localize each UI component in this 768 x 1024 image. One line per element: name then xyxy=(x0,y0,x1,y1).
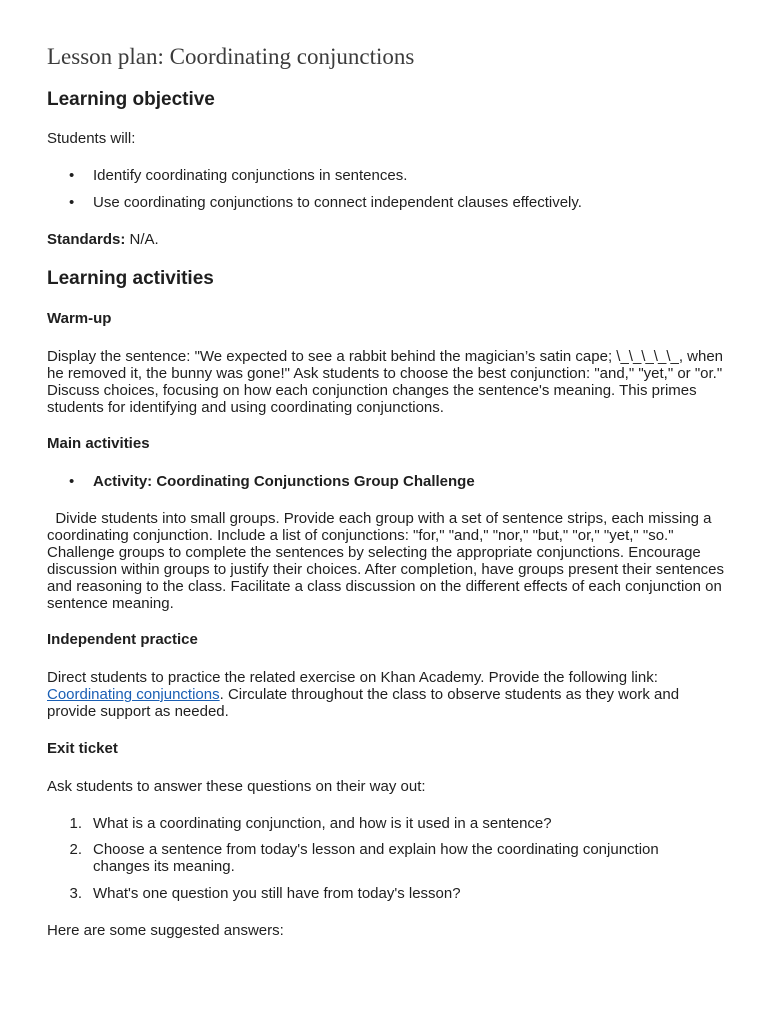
warmup-heading: Warm-up xyxy=(47,310,112,327)
independent-practice-text xyxy=(47,669,727,720)
learning-objective-heading: Learning objective xyxy=(47,89,215,110)
exit-question: What is a coordinating conjunction, and how is it used in a sentence? xyxy=(93,815,552,832)
exit-ticket-heading: Exit ticket xyxy=(47,740,118,757)
bullet-icon: • xyxy=(69,473,75,490)
standards-value: N/A. xyxy=(125,231,159,248)
standards-label: Standards: xyxy=(47,231,126,248)
bullet-icon: • xyxy=(69,194,75,211)
objective-item: Identify coordinating conjunctions in sentences. xyxy=(93,167,408,184)
coordinating-conjunctions-link[interactable]: Coordinating conjunctions xyxy=(47,686,220,703)
list-number: 3. xyxy=(69,885,82,902)
list-number: 2. xyxy=(69,841,82,858)
list-number: 1. xyxy=(69,815,82,832)
independent-practice-heading: Independent practice xyxy=(47,631,198,648)
main-activity-text: Divide students into small groups. Provide each group with a set of sentence strips, each missing a coordinating conjunction. Include a list of conjunctions: "for," "and," "nor," "but," "or," "yet," "so." Challenge groups to complete the sentences by selecting the appropriate conjunctions. Encourage discussion within groups to justify their choices. After completion, have groups present their sentences and reasoning to the class. Facilitate a class discussion on the different effects of each conjunction on sentence meaning. xyxy=(47,510,729,612)
independent-text-after: . Circulate throughout the class to observe students as they work and provide support as needed. xyxy=(47,686,680,720)
bullet-icon: • xyxy=(69,167,75,184)
objective-intro: Students will: xyxy=(47,130,136,147)
objective-item: Use coordinating conjunctions to connect independent clauses effectively. xyxy=(93,194,582,211)
exit-question: Choose a sentence from today's lesson and explain how the coordinating conjunction changes its meaning. xyxy=(93,841,659,875)
activity-title: Activity: Coordinating Conjunctions Group Challenge xyxy=(93,473,475,490)
standards-line xyxy=(47,231,727,248)
exit-intro: Ask students to answer these questions on their way out: xyxy=(47,778,426,795)
suggested-answers-intro: Here are some suggested answers: xyxy=(47,922,284,939)
learning-activities-heading: Learning activities xyxy=(47,268,214,289)
warmup-text: Display the sentence: "We expected to see a rabbit behind the magician’s satin cape; \_\_\_\_\_, when he removed it, the bunny was gone!" Ask students to choose the best conjunction: "and," "yet," or "or." Discuss choices, focusing on how each conjunction changes the sentence's meaning. This primes students for identifying and using coordinating conjunctions. xyxy=(47,348,724,416)
page-title: Lesson plan: Coordinating conjunctions xyxy=(47,44,415,69)
independent-text-before: Direct students to practice the related exercise on Khan Academy. Provide the following link: xyxy=(47,669,658,686)
exit-question: What's one question you still have from today's lesson? xyxy=(93,885,461,902)
main-activities-heading: Main activities xyxy=(47,435,150,452)
